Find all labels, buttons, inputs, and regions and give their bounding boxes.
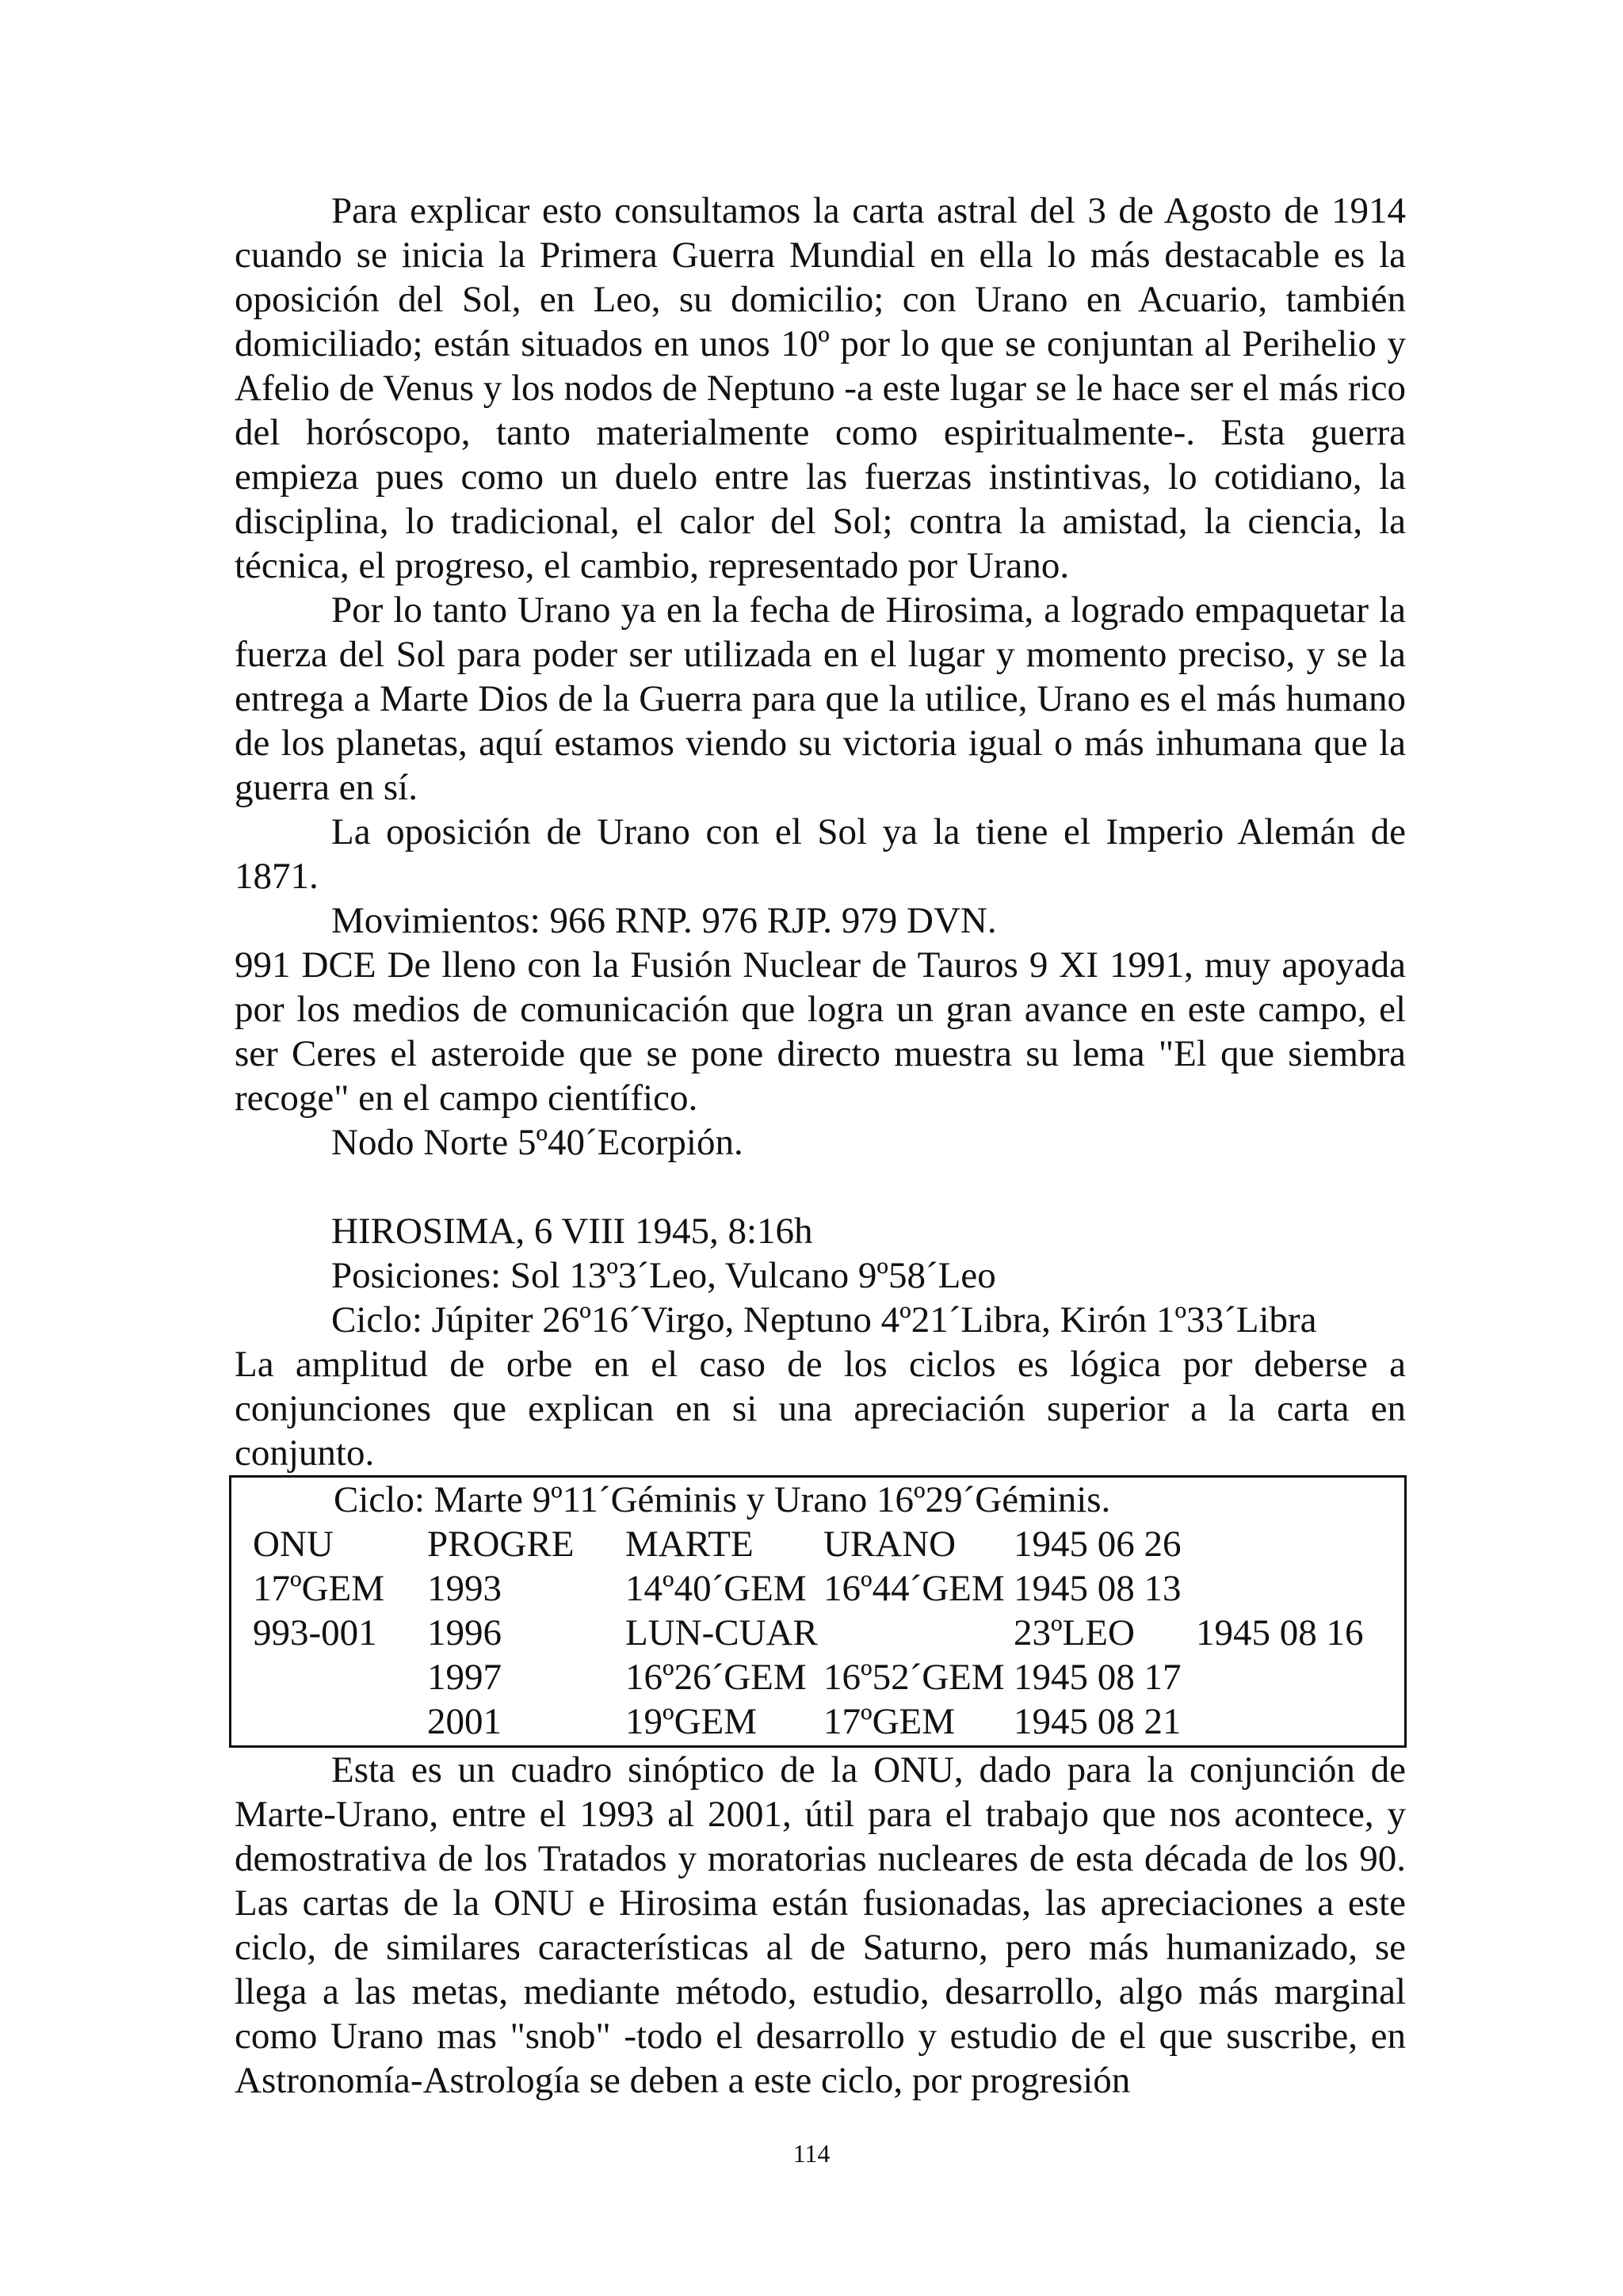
hirosima-ciclo: Ciclo: Júpiter 26º16´Virgo, Neptuno 4º21´Libra, Kirón 1º33´Libra [331,1299,1317,1341]
table-rows [231,1522,1404,1744]
table-cell: PROGRE [427,1524,575,1565]
table-cell: 19ºGEM [625,1701,758,1742]
table-cell: 1997 [427,1657,502,1698]
blank-line [235,1165,1406,1209]
table-row [231,1611,1404,1655]
table-cell: 17ºGEM [253,1568,385,1609]
hirosima-note: La amplitud de orbe en el caso de los ciclos es lógica por deberse a conjunciones que explican en si una apreciación superior a la carta en conjunto. [235,1344,1406,1474]
body-text [235,189,1406,2103]
table-cell: 1945 08 13 [1014,1568,1182,1609]
paragraph-nodo-norte: Nodo Norte 5º40´Ecorpión. [331,1122,743,1163]
table-cell: LUN-CUAR [625,1612,818,1653]
hirosima-posiciones: Posiciones: Sol 13º3´Leo, Vulcano 9º58´Leo [331,1255,996,1296]
table-cell: 1996 [427,1612,502,1653]
table-cell: 1945 08 21 [1014,1701,1182,1742]
table-cell: MARTE [625,1524,754,1565]
table-cell: URANO [823,1524,957,1565]
page-number: 114 [792,2139,831,2168]
paragraph-imperio-aleman: La oposición de Urano con el Sol ya la tiene el Imperio Alemán de 1871. [235,811,1406,897]
table-cell: 14º40´GEM [625,1568,807,1609]
table-title: Ciclo: Marte 9º11´Géminis y Urano 16º29´Géminis. [334,1479,1111,1520]
paragraph-onu-synoptic: Esta es un cuadro sinóptico de la ONU, dado para la conjunción de Marte-Urano, entre el 1993 al 2001, útil para el trabajo que nos acontece, y demostrativa de los Tratados y moratorias nucleares de esta década de los 90. Las cartas de la ONU e Hirosima están fusionadas, las apreciaciones a este ciclo, de similares características al de Saturno, pero más humanizado, se llega a las metas, mediante método, estudio, desarrollo, algo más marginal como Urano mas "snob" -todo el desarrollo y estudio de el que suscribe, en Astronomía-Astrología se deben a este ciclo, por progresión [235,1749,1406,2101]
table-cell: 1945 06 26 [1014,1524,1182,1565]
paragraph-991-dce: 991 DCE De lleno con la Fusión Nuclear de Tauros 9 XI 1991, muy apoyada por los medios de comunicación que logra un gran avance en este campo, el ser Ceres el asteroide que se pone directo muestra su lema "El que siembra recoge" en el campo científico. [235,944,1406,1119]
table-row [231,1655,1404,1699]
table-cell: 17ºGEM [823,1701,956,1742]
table-cell: 1993 [427,1568,502,1609]
table-cell: 16º52´GEM [823,1657,1005,1698]
table-row [231,1566,1404,1611]
hirosima-heading: HIROSIMA, 6 VIII 1945, 8:16h [331,1211,813,1252]
table-cell: 993-001 [253,1612,377,1653]
paragraph-movimientos: Movimientos: 966 RNP. 976 RJP. 979 DVN. [331,900,997,941]
table-row [231,1699,1404,1744]
table-cell: 23ºLEO [1014,1612,1135,1653]
table-cell: 1945 08 16 [1196,1612,1364,1653]
table-cell: 1945 08 17 [1014,1657,1182,1698]
synoptic-table [229,1475,1407,1748]
paragraph-hirosima-urano: Por lo tanto Urano ya en la fecha de Hirosima, a logrado empaquetar la fuerza del Sol para poder ser utilizada en el lugar y momento preciso, y se la entrega a Marte Dios de la Guerra para que la utilice, Urano es el más humano de los planetas, aquí estamos viendo su victoria igual o más inhumana que la guerra en sí. [235,589,1406,808]
table-cell: 2001 [427,1701,502,1742]
table-cell: 16º26´GEM [625,1657,807,1698]
paragraph-1914-chart: Para explicar esto consultamos la carta astral del 3 de Agosto de 1914 cuando se inicia la Primera Guerra Mundial en ella lo más destacable es la oposición del Sol, en Leo, su domicilio; con Urano en Acuario, también domiciliado; están situados en unos 10º por lo que se conjuntan al Perihelio y Afelio de Venus y los nodos de Neptuno -a este lugar se le hace ser el más rico del horóscopo, tanto materialmente como espiritualmente-. Esta guerra empieza pues como un duelo entre las fuerzas instintivas, lo cotidiano, la disciplina, lo tradicional, el calor del Sol; contra la amistad, la ciencia, la técnica, el progreso, el cambio, representado por Urano. [235,190,1406,586]
table-cell: ONU [253,1524,334,1565]
table-cell: 16º44´GEM [823,1568,1005,1609]
table-row [231,1522,1404,1566]
